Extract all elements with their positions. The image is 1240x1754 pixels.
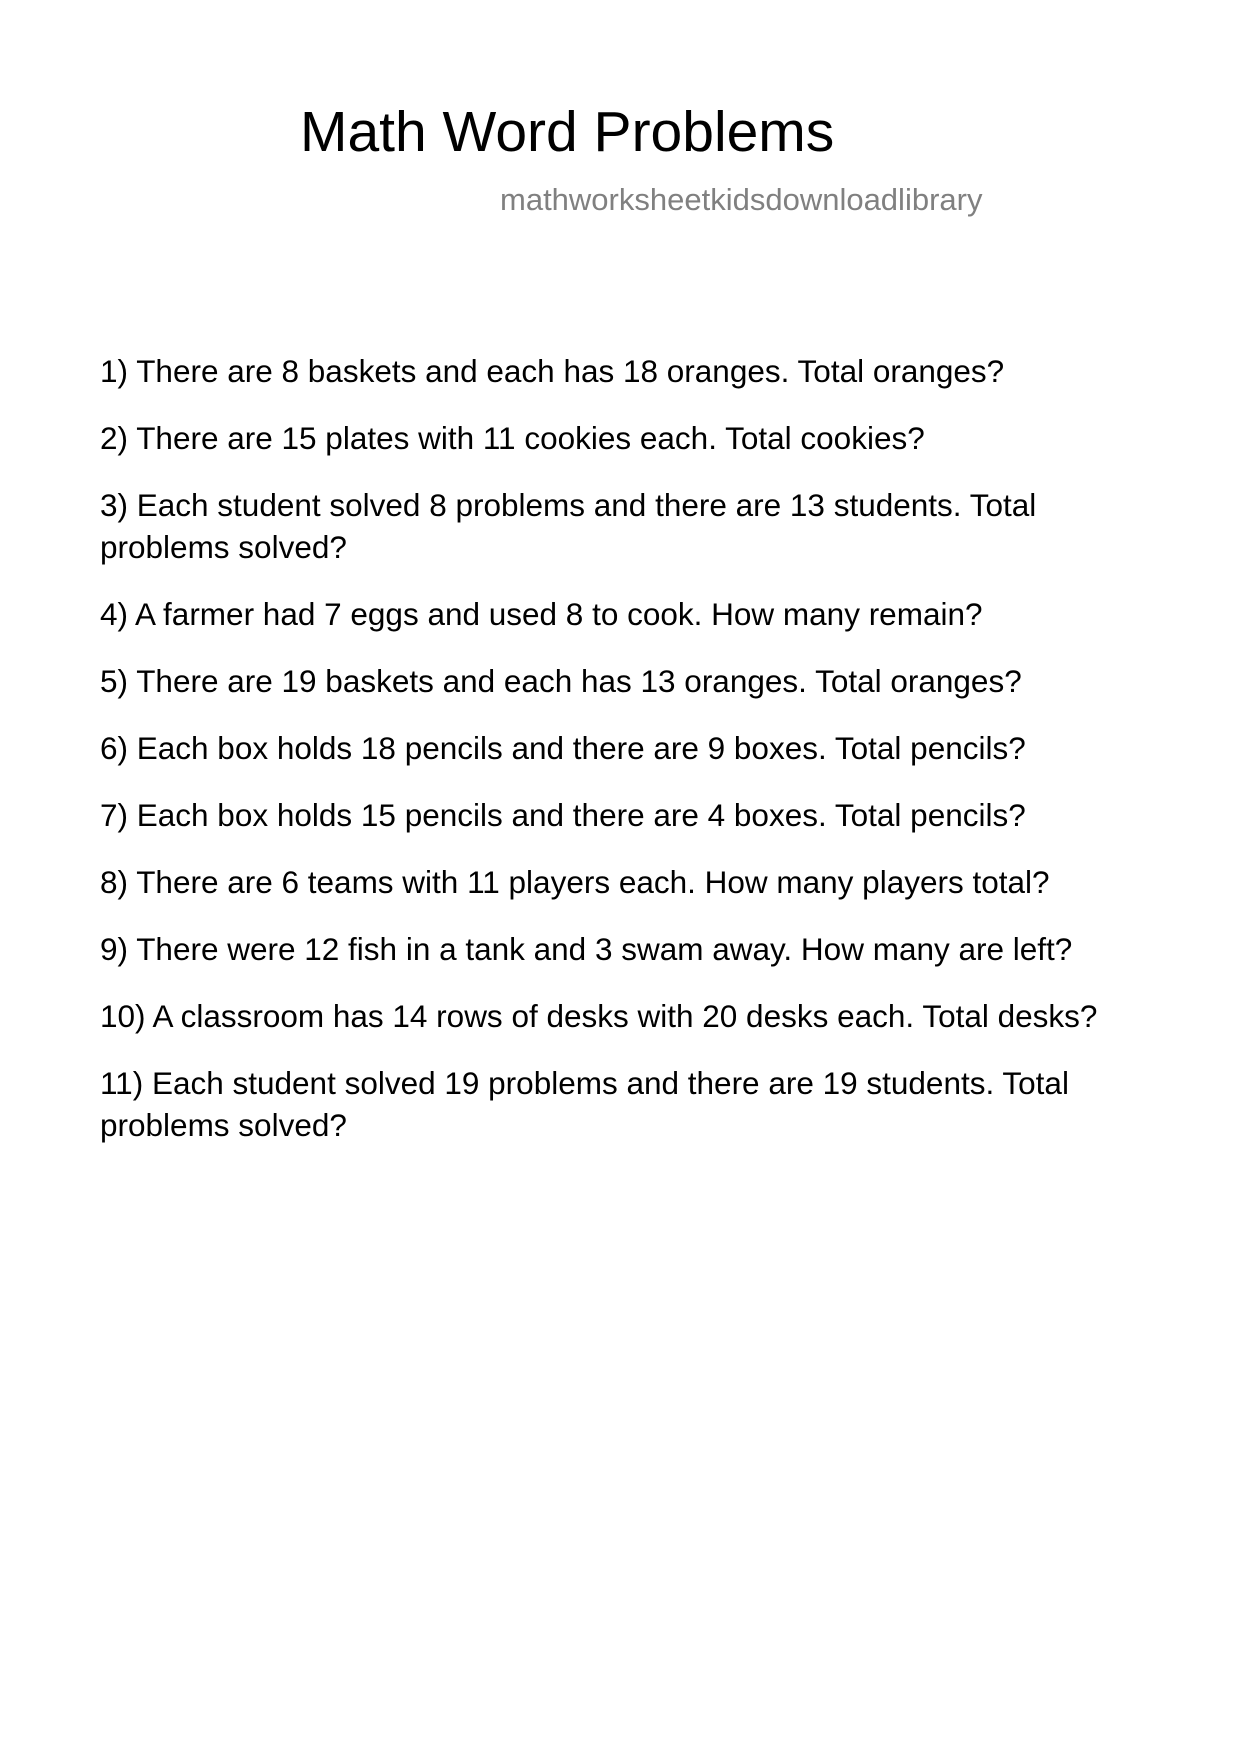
problem-item-1: 1) There are 8 baskets and each has 18 oranges. Total oranges? xyxy=(100,353,1005,389)
problem-item-3: 3) Each student solved 8 problems and there are 13 students. Total problems solved? xyxy=(100,487,1037,565)
page-title: Math Word Problems xyxy=(300,100,835,164)
problem-item-2: 2) There are 15 plates with 11 cookies each. Total cookies? xyxy=(100,420,925,456)
problem-item-4: 4) A farmer had 7 eggs and used 8 to cook. How many remain? xyxy=(100,596,983,632)
problem-item-5: 5) There are 19 baskets and each has 13 oranges. Total oranges? xyxy=(100,663,1022,699)
problem-item-9: 9) There were 12 fish in a tank and 3 swam away. How many are left? xyxy=(100,931,1073,967)
problem-item-11: 11) Each student solved 19 problems and there are 19 students. Total problems solved? xyxy=(100,1065,1069,1143)
problem-item-6: 6) Each box holds 18 pencils and there are 9 boxes. Total pencils? xyxy=(100,730,1026,766)
problem-item-8: 8) There are 6 teams with 11 players each. How many players total? xyxy=(100,864,1050,900)
problem-list xyxy=(100,350,1150,1171)
problem-item-10: 10) A classroom has 14 rows of desks with 20 desks each. Total desks? xyxy=(100,998,1098,1034)
page-subtitle: mathworksheetkidsdownloadlibrary xyxy=(500,182,983,217)
problem-item-7: 7) Each box holds 15 pencils and there are 4 boxes. Total pencils? xyxy=(100,797,1026,833)
